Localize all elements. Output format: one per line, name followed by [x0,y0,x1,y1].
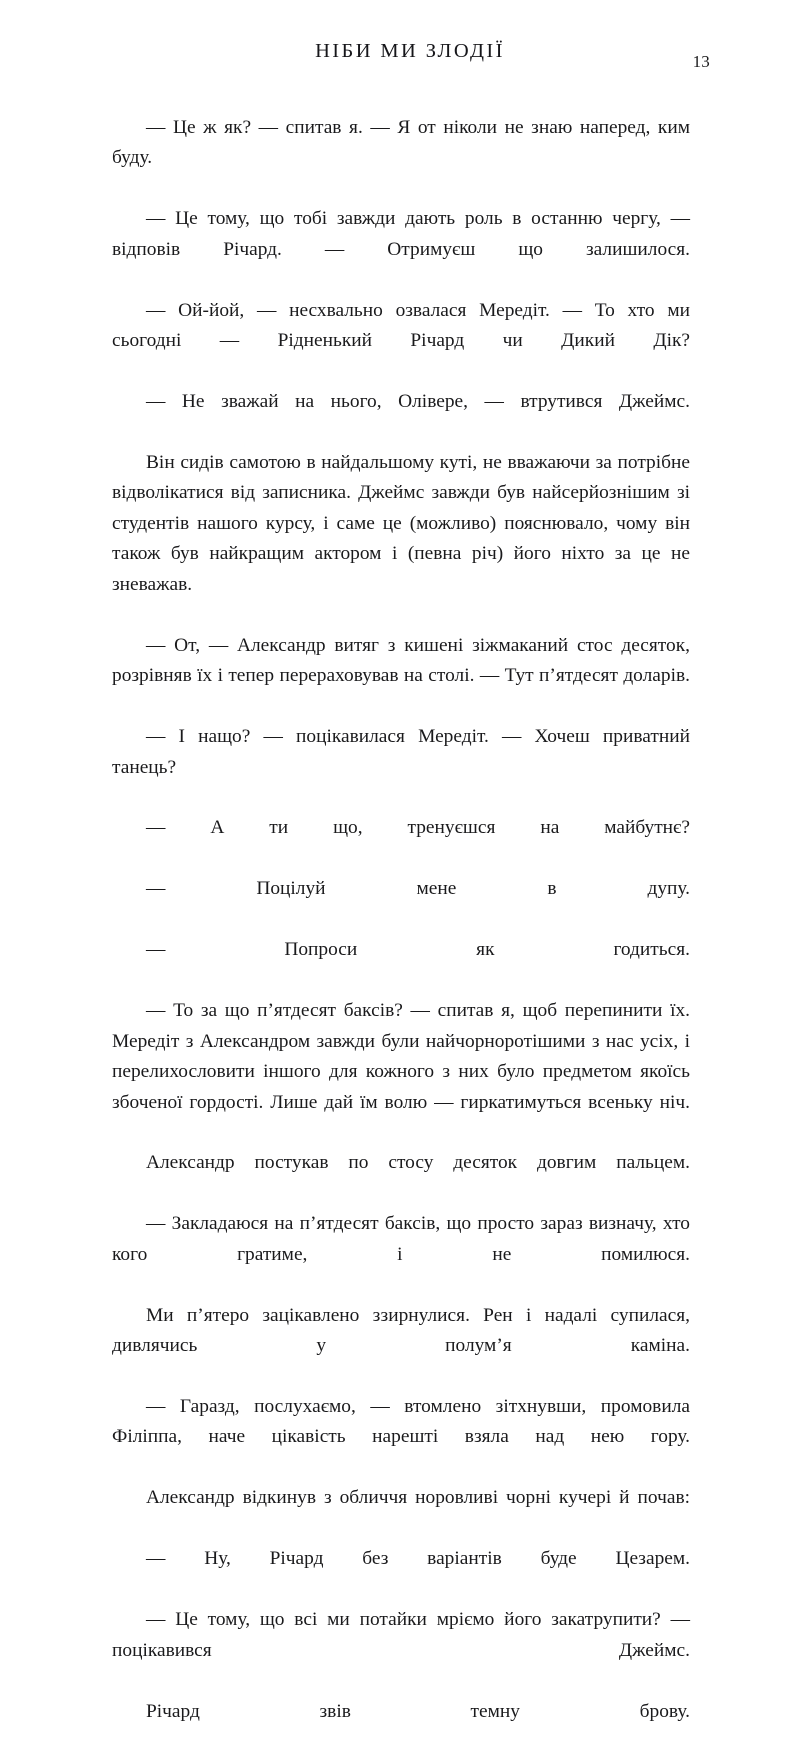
paragraph: — Поцілуй мене в дупу. [146,878,690,900]
paragraph: — А ти що, тренуєшся на майбутнє? [146,817,690,839]
paragraph: Ми п’ятеро зацікавлено ззирнулися. Рен і надалі супилася, дивлячись у полум’я каміна. [112,1304,690,1357]
paragraph: — Це тому, що тобі завжди дають роль в останню чергу, — відповів Річард. — Отримуєш що залишилося. [112,208,690,260]
paragraph: — І нащо? — поцікавилася Мередіт. — Хочеш приватний танець? [112,726,690,778]
paragraph: — Це тому, що всі ми потайки мріємо його закатрупити? — поцікавився Джеймс. [112,1609,690,1661]
paragraph: Александр відкинув з обличчя норовливі чорні кучері й почав: [146,1487,690,1509]
paragraph: — Ну, Річард без варіантів буде Цезарем. [146,1548,690,1570]
paragraph: Александр постукав по стосу десяток довгим пальцем. [146,1152,690,1174]
paragraph: — Не зважай на нього, Олівере, — втрутився Джеймс. [146,391,690,413]
paragraph: — От, — Александр витяг з кишені зіжмаканий стос десяток, розрівняв їх і тепер перераховував на столі. — Тут п’ятдесят доларів. [112,634,690,687]
page-number: 13 [692,52,710,71]
paragraph: — Це ж як? — спитав я. — Я от ніколи не знаю наперед, ким буду. [112,117,690,169]
running-header-title: НІБИ МИ ЗЛОДІЇ [315,40,505,62]
paragraph: — Ой-йой, — несхвально озвалася Мередіт. — То хто ми сьогодні — Рідненький Річард чи Дикий Дік? [112,299,690,352]
running-header [110,40,710,74]
paragraph: Він сидів самотою в найдальшому куті, не вважаючи за потрібне відволікатися від записника. Джеймс завжди був найсерйознішим зі студентів нашого курсу, і саме це (можливо) пояснювало, чому він також був найкращим актором і (певна річ) його ніхто за це не зневажав. [112,451,690,595]
paragraph: — Закладаюся на п’ятдесят баксів, що просто зараз визначу, хто кого гратиме, і не помилюся. [112,1213,690,1265]
paragraph: — То за що п’ятдесят баксів? — спитав я, щоб перепинити їх. Мередіт з Александром завжди були найчорноротішими з нас усіх, і перелихословити іншого для кожного з них було предметом якоїсь збоченої гордості. Лише дай їм волю — гиркатимуться всеньку ніч. [112,1000,690,1113]
paragraph: — Попроси як годиться. [146,939,690,961]
paragraph: — Гаразд, послухаємо, — втомлено зітхнувши, промовила Філіппа, наче цікавість нарешті взяла над нею гору. [112,1396,690,1448]
paragraph: Річард звів темну брову. [146,1700,690,1722]
body-text-block [112,113,690,1757]
